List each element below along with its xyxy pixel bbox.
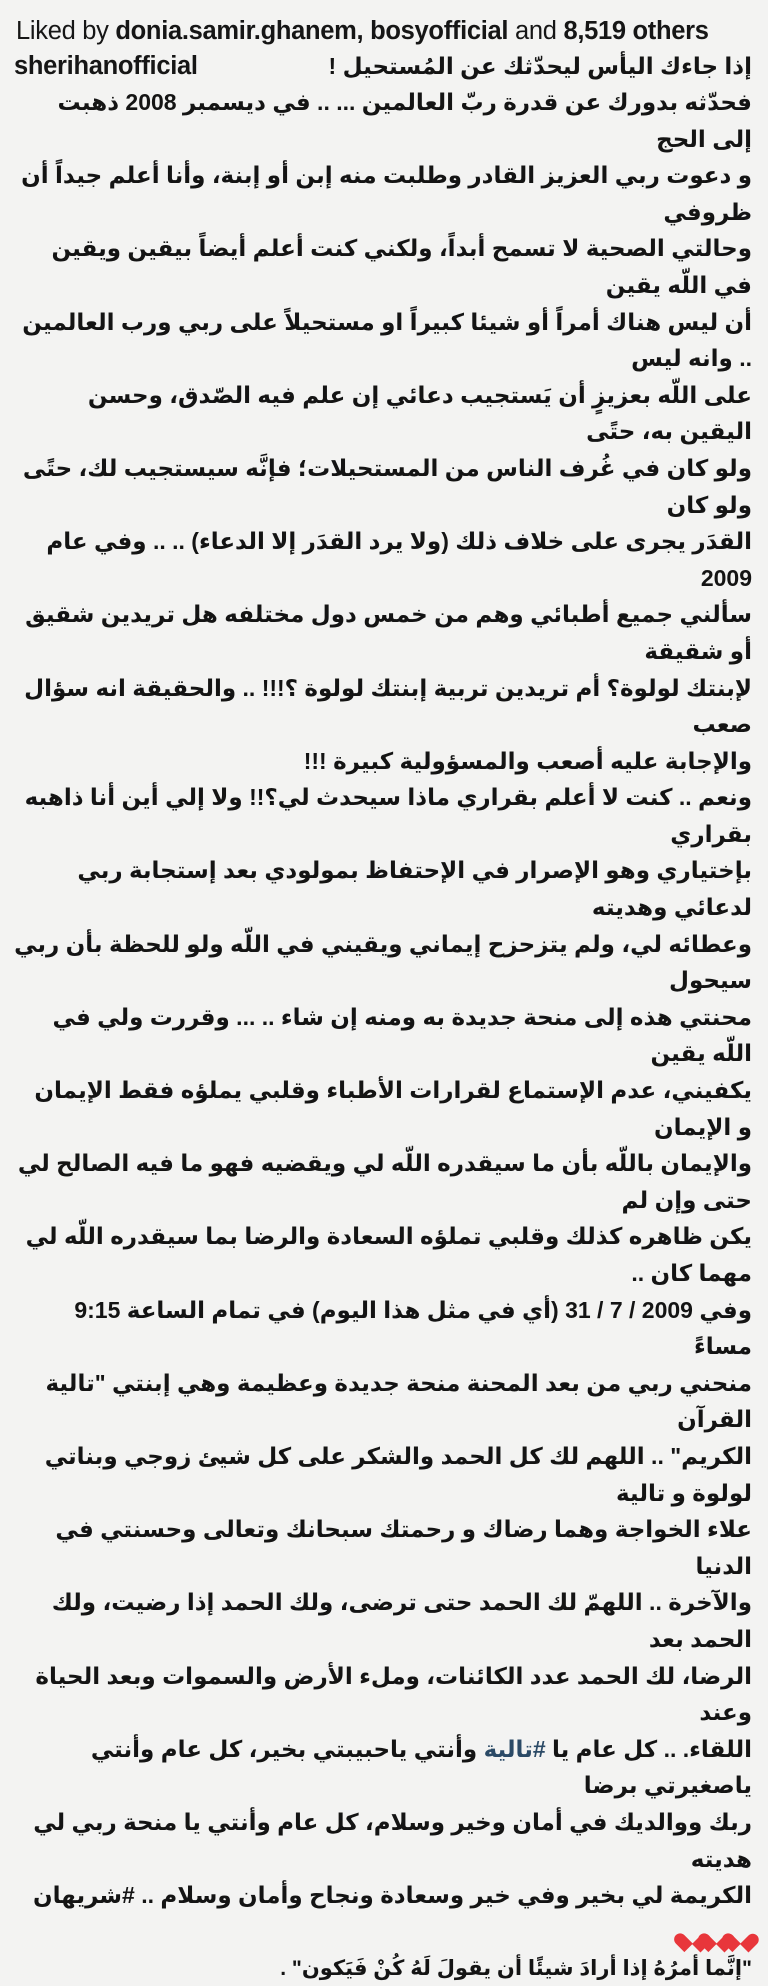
caption-line: ولو كان في غُرف الناس من المستحيلات؛ فإنَّه سيستجيب لك، حتًى ولو كان	[22, 454, 752, 518]
caption-line: و دعوت ربي العزيز القادر وطلبت منه إبن أو إبنة، وأنا أعلم جيداً أن ظروفي	[21, 162, 752, 225]
caption-opening-text: إذا جاءك اليأس ليحدّثك عن المُستحيل !	[328, 53, 752, 79]
red-heart-icon	[729, 1925, 752, 1946]
caption-line: وعطائه لي، ولم يتزحزح إيماني ويقيني في اللّه ولو للحظة بأن ربي سيحول	[14, 930, 752, 994]
caption-line: والآخرة .. اللهمّ لك الحمد حتى ترضى، ولك الحمد إذا رضيت، ولك الحمد بعد	[51, 1589, 752, 1652]
caption-first-line	[14, 48, 752, 84]
caption-line: منحني ربي من بعد المحنة منحة جديدة وعظيمة وهي إبنتي "تالية القرآن	[45, 1369, 752, 1433]
liked-by-prefix: Liked by	[16, 17, 116, 45]
caption-line: فحدّثه بدورك عن قدرة ربّ العالمين ... .. في ديسمبر 2008 ذهبت إلى الحج	[57, 89, 752, 152]
final-line-text: الكريمة لي بخير وفي خير وسعادة ونجاح وأمان وسلام ..	[134, 1882, 752, 1909]
liked-by-conjunction: and	[508, 17, 564, 45]
caption-line: القدَر يجرى على خلاف ذلك (ولا يرد القدَر إلا الدعاء) .. .. وفي عام 2009	[46, 528, 752, 591]
hashtag-talia[interactable]: #تالية	[483, 1735, 546, 1762]
liked-by-line	[16, 14, 754, 48]
liked-by-others-count[interactable]: 8,519 others	[563, 17, 709, 45]
caption-line: ونعم .. كنت لا أعلم بقراري ماذا سيحدث لي؟!! ولا إلي أين أنا ذاهبه بقراري	[24, 784, 752, 847]
caption-line-with-hashtag	[14, 1731, 752, 1804]
post-author-username[interactable]: sherihanofficial	[14, 52, 198, 80]
caption-quran-quote: "إنَّما أمرُهُ إذا أرادَ شيئًا أن يقولَ لَهُ كُنْ فَيَكون" .	[280, 1957, 752, 1981]
liked-by-usernames[interactable]: donia.samir.ghanem, bosyofficial	[115, 17, 509, 45]
caption-line: وحالتي الصحية لا تسمح أبداً، ولكني كنت أعلم أيضاً بيقين ويقين في اللّه يقين	[51, 235, 752, 298]
caption-line: الكريم" .. اللهم لك كل الحمد والشكر على كل شيئ زوجي وبناتي لولوة و تالية	[44, 1442, 752, 1506]
caption-line: والإجابة عليه أصعب والمسؤولية كبيرة !!!	[303, 747, 752, 774]
caption-line: ربك ووالديك في أمان وخير وسلام، كل عام وأنتي يا منحة ربي لي هديته	[33, 1808, 752, 1872]
caption-line: على اللّه بعزيزٍ أن يَستجيب دعائي إن علم فيه الصّدق، وحسن اليقين به، حتًى	[87, 381, 752, 445]
caption-line: يكن ظاهره كذلك وقلبي تملؤه السعادة والرضا بما سيقدره اللّه لي مهما كان ..	[25, 1223, 752, 1286]
caption-line: الرضا، لك الحمد عدد الكائنات، وملء الأرض والسموات وبعد الحياة وعند	[35, 1662, 752, 1726]
heart-emoji-group	[680, 1916, 752, 1953]
caption-body	[14, 84, 752, 1986]
caption-line: محنتي هذه إلى منحة جديدة به ومنه إن شاء .. ... وقررت ولي في اللّه يقين	[52, 1003, 752, 1067]
caption-line-with-hearts	[14, 1877, 752, 1952]
hashtag-sherihan[interactable]: #شريهان	[33, 1882, 135, 1909]
hashtag-line-prefix: اللقاء. .. كل عام يا	[545, 1735, 752, 1762]
hashtag-line-suffix: وأنتي ياحبيبتي بخير، كل عام وأنتي ياصغيرتي برضا	[90, 1735, 752, 1799]
caption-line: أن ليس هناك أمراً أو شيئا كبيراً او مستحيلاً على ربي ورب العالمين .. وانه ليس	[22, 308, 752, 372]
caption-line: وفي 2009 / 7 / 31 (أي في مثل هذا اليوم) في تمام الساعة 9:15 مساءً	[74, 1296, 752, 1360]
caption-line: لإبنتك لولوة؟ أم تريدين تربية إبنتك لولوة ؟!!! .. والحقيقة انه سؤال صعب	[24, 674, 752, 738]
caption-line: بإختياري وهو الإصرار في الإحتفاظ بمولودي بعد إستجابة ربي لدعائي وهديته	[77, 857, 752, 921]
caption-line: سألني جميع أطبائي وهم من خمس دول مختلفه هل تريدين شقيق أو شقيقة	[25, 601, 752, 664]
caption-line: يكفيني، عدم الإستماع لقرارات الأطباء وقلبي يملؤه فقط الإيمان و الإيمان	[34, 1077, 752, 1140]
caption-line: علاء الخواجة وهما رضاك و رحمتك سبحانك وتعالى وحسنتي في الدنيا	[55, 1516, 752, 1579]
caption-line: والإيمان باللّه بأن ما سيقدره اللّه لي ويقضيه فهو ما فيه الصالح لي حتى وإن لم	[17, 1150, 752, 1213]
